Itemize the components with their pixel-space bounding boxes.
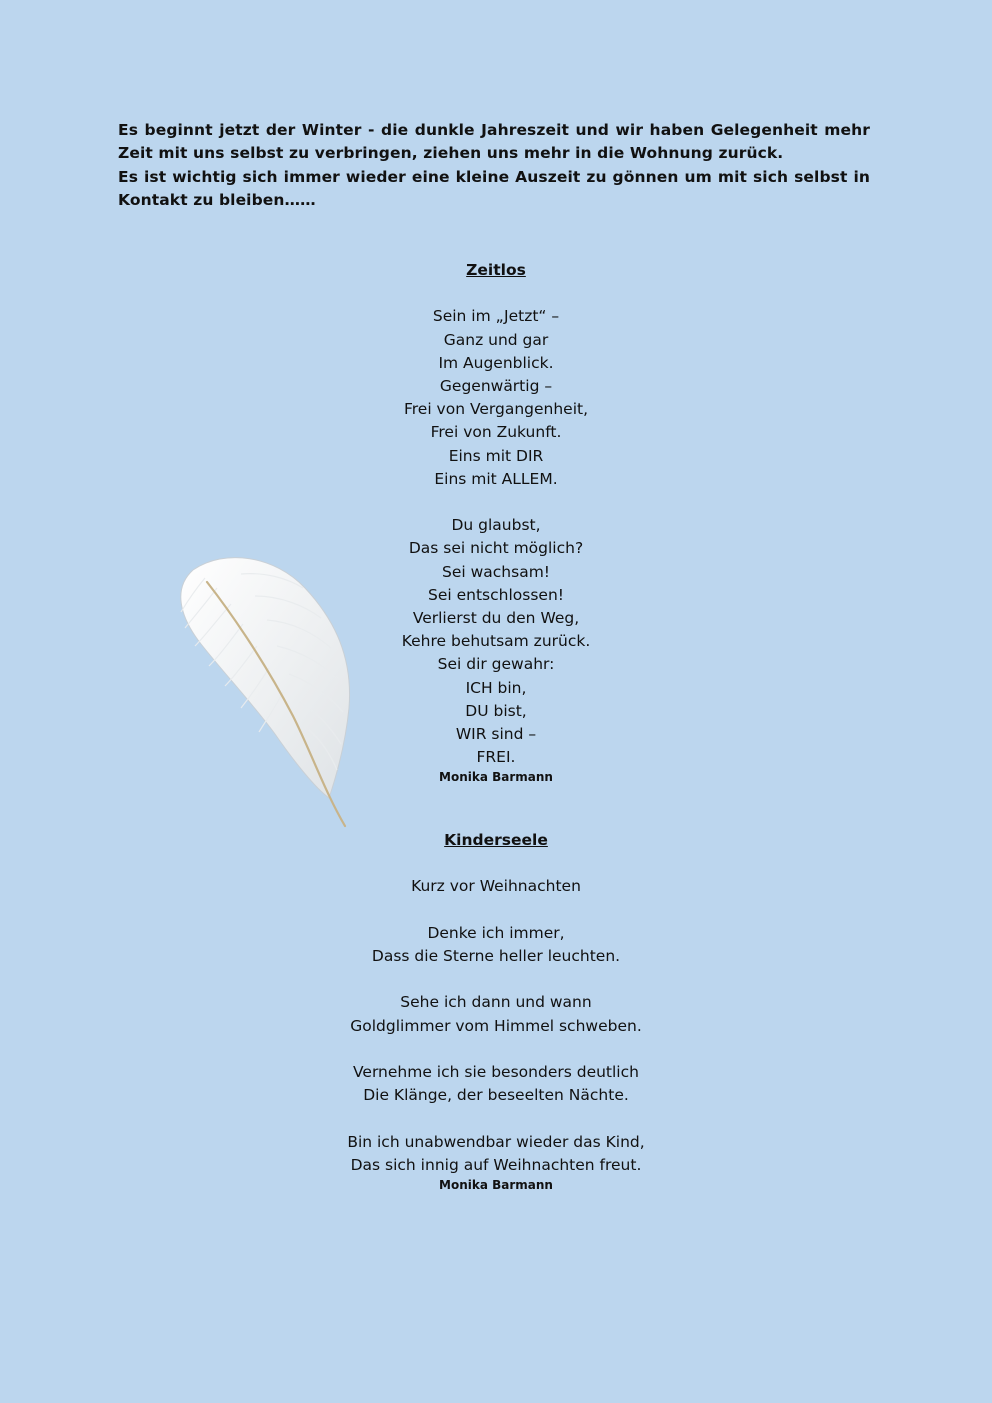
poem-line: Sei dir gewahr:	[437, 655, 555, 674]
poem-line: Das sei nicht möglich?	[408, 539, 584, 558]
poem-title: Zeitlos	[466, 261, 526, 279]
poem-line: Denke ich immer,	[427, 923, 565, 942]
stanza	[246, 305, 746, 491]
poem-line: Die Klänge, der beseelten Nächte.	[363, 1086, 629, 1105]
poem-line: Sei wachsam!	[441, 562, 550, 581]
stanza	[246, 875, 746, 898]
poem-line: Verlierst du den Weg,	[412, 609, 580, 628]
poem-author: Monika Barmann	[439, 770, 553, 785]
poem-author: Monika Barmann	[439, 1177, 553, 1192]
poem-line: Eins mit ALLEM.	[434, 469, 558, 488]
poem-line: Ganz und gar	[443, 330, 549, 349]
poem-line: Das sich innig auf Weihnachten freut.	[350, 1155, 642, 1174]
poem-line: Eins mit DIR	[448, 446, 544, 465]
poem-line: Du glaubst,	[451, 516, 541, 535]
poem-kinderseele	[246, 829, 746, 1193]
poem-line: Gegenwärtig –	[439, 377, 553, 395]
feather-icon	[165, 548, 365, 833]
poem-line: DU bist,	[465, 701, 527, 720]
poem-line: Sei entschlossen!	[428, 585, 564, 604]
poem-line: Frei von Zukunft.	[430, 423, 562, 442]
poem-line: WIR sind –	[455, 725, 537, 744]
intro-text	[118, 119, 870, 212]
intro-paragraph-1: Es beginnt jetzt der Winter - die dunkle Jahreszeit und wir haben Gelegenheit mehr Zeit mit uns selbst zu verbringen, ziehen uns mehr in die Wohnung zurück.	[118, 121, 870, 163]
poem-line: Vernehme ich sie besonders deutlich	[353, 1062, 639, 1081]
poem-line: ICH bin,	[465, 678, 527, 697]
poem-line: Frei von Vergangenheit,	[403, 400, 589, 419]
stanza	[246, 991, 746, 1037]
poem-line: Goldglimmer vom Himmel schweben.	[350, 1016, 642, 1035]
poem-line: Dass die Sterne heller leuchten.	[371, 946, 621, 965]
stanza	[246, 922, 746, 968]
stanza	[246, 1061, 746, 1107]
poem-title: Kinderseele	[444, 831, 548, 849]
poem-line: Sein im „Jetzt“ –	[432, 307, 560, 326]
poem-line: Kehre behutsam zurück.	[401, 632, 591, 651]
poem-line: Kurz vor Weihnachten	[411, 877, 581, 896]
poem-line: Sehe ich dann und wann	[400, 993, 592, 1012]
poem-line: Bin ich unabwendbar wieder das Kind,	[347, 1132, 645, 1151]
stanza	[246, 1131, 746, 1177]
intro-paragraph-2: Es ist wichtig sich immer wieder eine kleine Auszeit zu gönnen um mit sich selbst in Kontakt zu bleiben……	[118, 167, 870, 209]
poem-line: FREI.	[476, 748, 516, 767]
poem-line: Im Augenblick.	[438, 353, 554, 372]
